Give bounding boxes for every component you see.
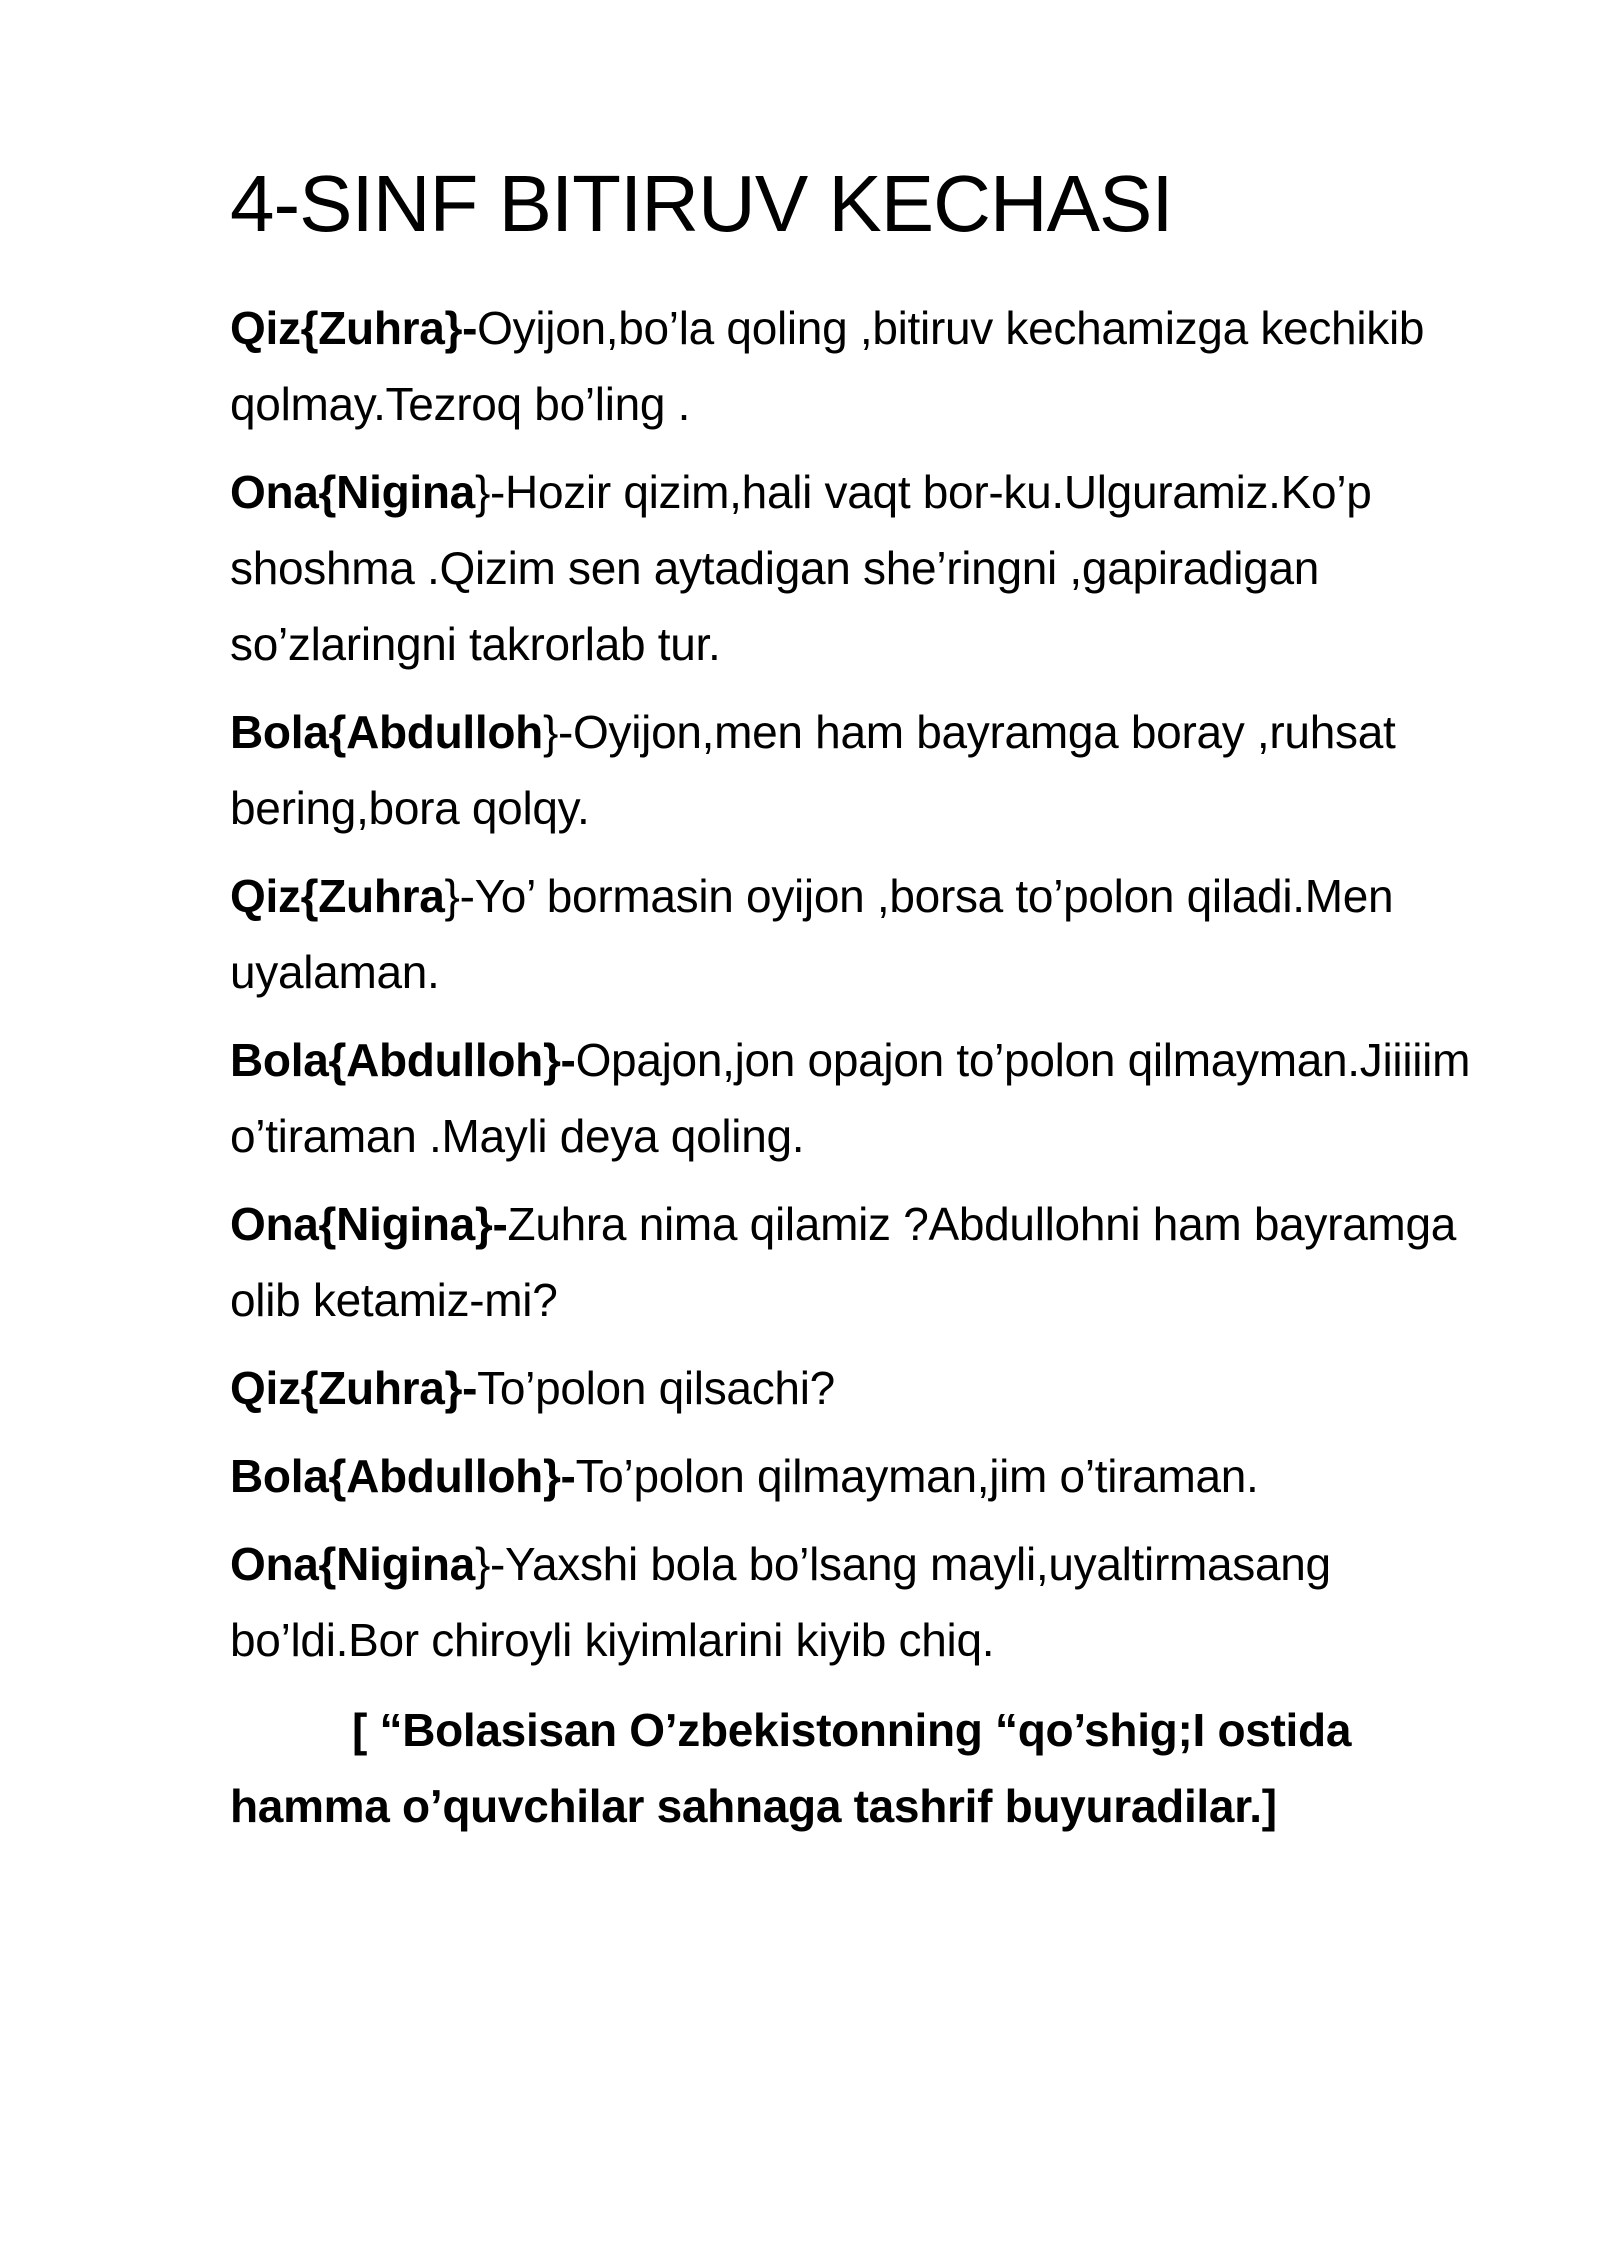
dialogue-line <box>230 1526 1520 1678</box>
speaker-name: Ona{Nigina <box>230 1538 475 1590</box>
dialogue-text: }-Oyijon,men ham bayramga boray ,ruhsat bering,bora qolqy. <box>230 706 1396 834</box>
dialogue-text: }-Hozir qizim,hali vaqt bor-ku.Ulguramiz.Ko’p shoshma .Qizim sen aytadigan she’ringni ,gapiradigan so’zlaringni takrorlab tur. <box>230 466 1372 670</box>
dialogue-text: Zuhra nima qilamiz ?Abdullohni ham bayramga olib ketamiz-mi? <box>230 1198 1457 1326</box>
dialogue-line <box>230 454 1520 682</box>
dialogue-line <box>230 1350 1520 1426</box>
dialogue-text: Opajon,jon opajon to’polon qilmayman.Jiiiiim o’tiraman .Mayli deya qoling. <box>230 1034 1471 1162</box>
dialogue-line <box>230 694 1520 846</box>
dialogue-line <box>230 1022 1520 1174</box>
speaker-name: Ona{Nigina}- <box>230 1198 508 1250</box>
speaker-name: Ona{Nigina <box>230 466 475 518</box>
dialogue-text: Oyijon,bo’la qoling ,bitiruv kechamizga kechikib qolmay.Tezroq bo’ling . <box>230 302 1425 430</box>
stage-direction: [ “Bolasisan O’zbekistonning “qo’shig;I ostida hamma o’quvchilar sahnaga tashrif buyuradilar.] <box>230 1704 1352 1832</box>
speaker-name: Bola{Abdulloh}- <box>230 1034 576 1086</box>
speaker-name: Bola{Abdulloh}- <box>230 1450 576 1502</box>
document-title: 4-SINF BITIRUV KECHASI <box>230 159 1173 248</box>
dialogue-line <box>230 858 1520 1010</box>
speaker-name: Qiz{Zuhra}- <box>230 302 478 354</box>
speaker-name: Qiz{Zuhra}- <box>230 1362 478 1414</box>
dialogue-text: }-Yaxshi bola bo’lsang mayli,uyaltirmasang bo’ldi.Bor chiroyli kiyimlarini kiyib chiq. <box>230 1538 1331 1666</box>
dialogue-line <box>230 290 1520 442</box>
dialogue-line <box>230 1438 1520 1514</box>
dialogue-text: }-Yo’ bormasin oyijon ,borsa to’polon qiladi.Men uyalaman. <box>230 870 1394 998</box>
document-page <box>230 160 1520 1844</box>
dialogue-line <box>230 1186 1520 1338</box>
dialogue-text: To’polon qilmayman,jim o’tiraman. <box>575 1450 1259 1502</box>
speaker-name: Bola{Abdulloh <box>230 706 543 758</box>
speaker-name: Qiz{Zuhra <box>230 870 445 922</box>
dialogue-text: To’polon qilsachi? <box>477 1362 835 1414</box>
